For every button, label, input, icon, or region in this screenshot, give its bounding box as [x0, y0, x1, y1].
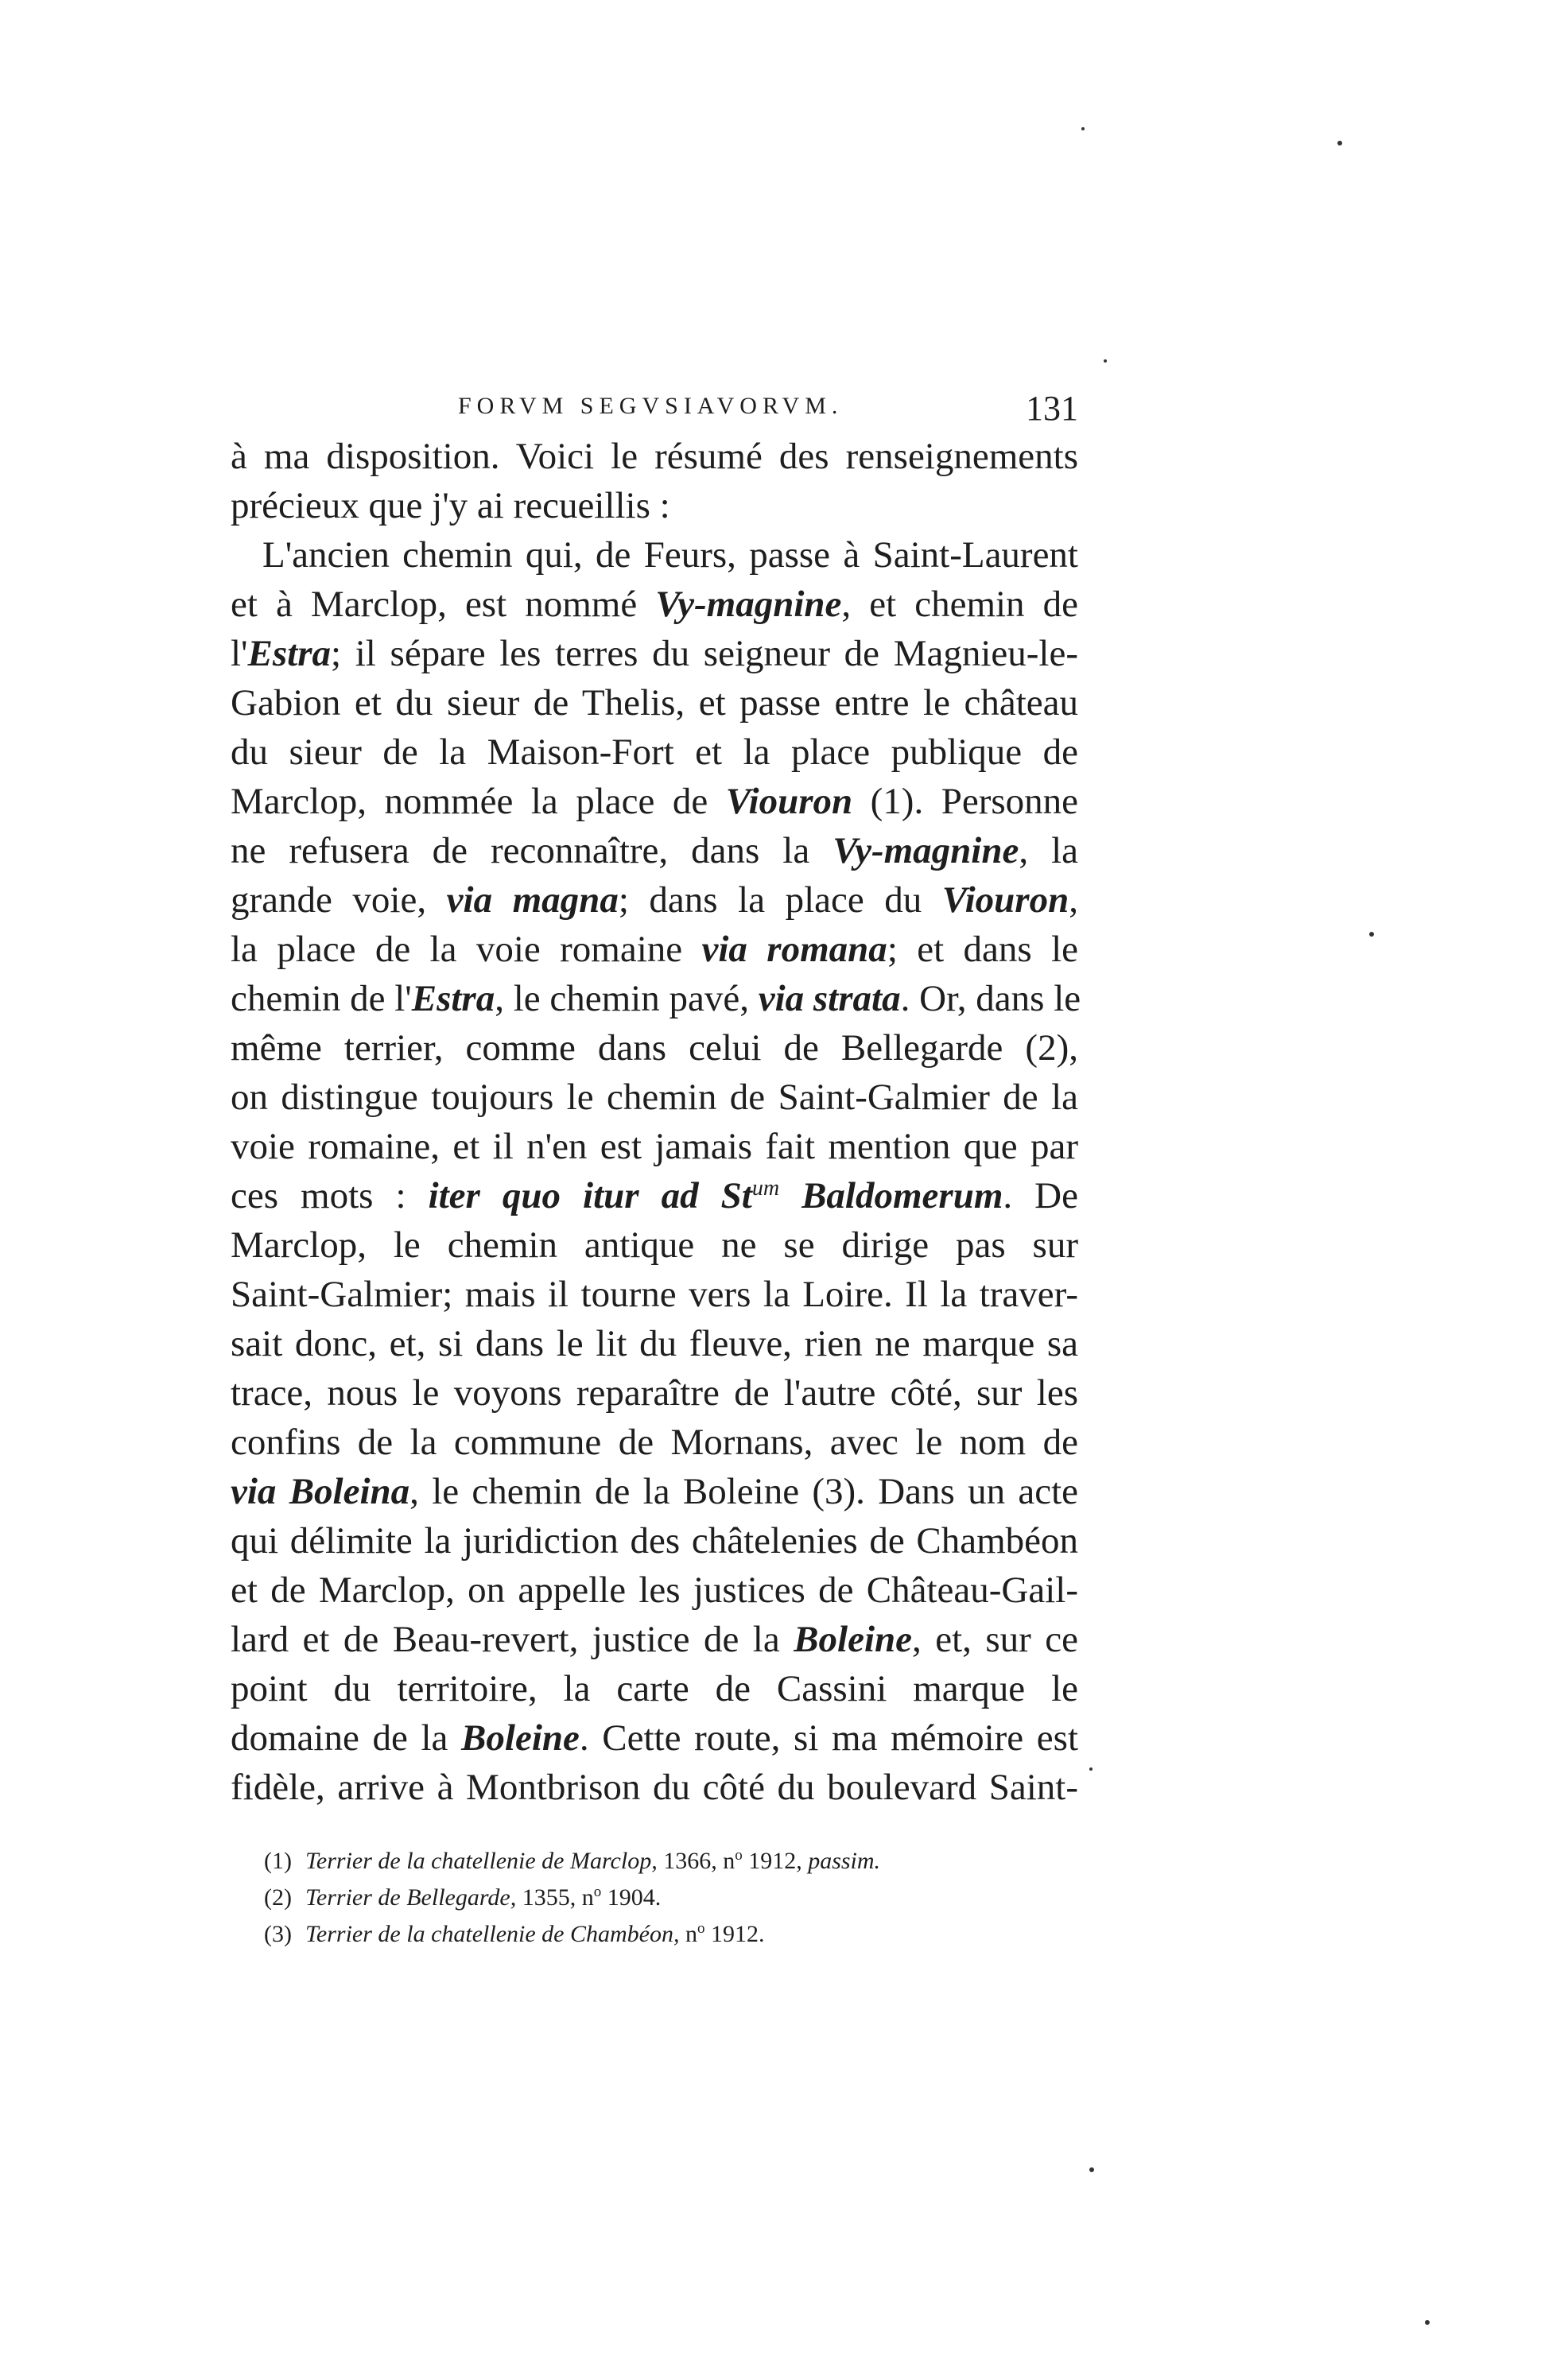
footnote-marker: (2)	[264, 1884, 292, 1911]
text-line	[231, 1171, 1078, 1220]
scan-speck	[1089, 1767, 1093, 1771]
text-segment: o	[593, 1884, 602, 1900]
text-line	[231, 678, 1078, 727]
footnote	[264, 1843, 1078, 1880]
italic-text-segment: via Boleina	[231, 1471, 410, 1512]
text-segment: chemin de l'	[231, 978, 412, 1019]
text-segment: l'	[231, 633, 248, 674]
text-line	[231, 1023, 1078, 1073]
text-line	[231, 1467, 1078, 1516]
italic-text-segment: Boleine	[794, 1619, 912, 1660]
text-segment: ; il sépare les terres du seigneur de Magnieu-le-	[331, 633, 1078, 674]
text-line	[231, 1615, 1078, 1664]
italic-text-segment: Viouron	[941, 879, 1069, 921]
text-segment: ne refusera de reconnaître, dans la	[231, 830, 833, 871]
italic-text-segment: Estra	[247, 633, 332, 674]
text-line	[231, 1122, 1078, 1171]
italic-text-segment: Boleine	[461, 1717, 580, 1759]
text-line	[231, 481, 1078, 530]
text-line	[231, 974, 1081, 1023]
scan-speck	[1081, 127, 1085, 130]
italic-text-segment: Terrier de la chatellenie de Marclop,	[305, 1848, 658, 1874]
text-line	[231, 826, 1078, 875]
text-segment: trace, nous le voyons reparaître de l'autre côté, sur les	[231, 1372, 1078, 1414]
text-segment: 1355, n	[516, 1884, 594, 1911]
italic-text-segment: Estra	[411, 978, 495, 1019]
italic-text-segment: Vy-magnine	[655, 584, 842, 625]
text-segment: (1). Personne	[852, 781, 1079, 822]
text-segment: Saint-Galmier; mais il tourne vers la Loire. Il la traver-	[231, 1274, 1078, 1315]
text-segment: , le chemin de la Boleine (3). Dans un acte	[409, 1471, 1078, 1512]
text-segment: sait donc, et, si dans le lit du fleuve, rien ne marque sa	[231, 1323, 1078, 1364]
text-line	[231, 777, 1078, 826]
scan-speck	[1369, 932, 1374, 937]
italic-text-segment: Vy-magnine	[833, 830, 1019, 871]
text-segment: lard et de Beau-revert, justice de la	[231, 1619, 794, 1660]
text-segment: qui délimite la juridiction des châtelenies de Chambéon	[231, 1520, 1078, 1562]
text-segment: , et chemin de	[841, 584, 1078, 625]
text-line	[231, 1713, 1078, 1763]
text-line	[231, 629, 1078, 678]
italic-text-segment: Baldomerum	[779, 1175, 1003, 1216]
footnote	[264, 1916, 1078, 1953]
italic-text-segment: via strata	[758, 978, 901, 1019]
text-line	[231, 1319, 1078, 1368]
text-segment: même terrier, comme dans celui de Bellegarde (2),	[231, 1027, 1078, 1069]
text-segment: ,	[1069, 879, 1078, 921]
text-segment: 1912,	[742, 1848, 809, 1874]
text-segment: ces mots :	[231, 1175, 429, 1216]
italic-text-segment: iter quo itur ad St	[428, 1175, 752, 1216]
text-segment: à ma disposition. Voici le résumé des renseignements	[231, 436, 1078, 477]
text-line	[231, 1220, 1078, 1270]
running-head	[231, 388, 1078, 436]
text-line	[231, 1368, 1078, 1418]
italic-text-segment: passim.	[808, 1848, 881, 1874]
scan-speck	[1089, 2167, 1094, 2172]
text-line	[231, 1763, 1078, 1812]
text-line	[231, 875, 1078, 925]
text-segment: point du territoire, la carte de Cassini marque le	[231, 1668, 1078, 1709]
italic-text-segment: Terrier de Bellegarde,	[305, 1884, 517, 1911]
text-line	[231, 432, 1078, 481]
running-title: FORVM SEGVSIAVORVM.	[458, 393, 844, 419]
text-segment: la place de la voie romaine	[231, 929, 702, 970]
body-text	[231, 432, 1081, 1812]
text-segment: Gabion et du sieur de Thelis, et passe entre le château	[231, 682, 1078, 724]
text-line	[231, 1516, 1078, 1566]
text-segment: o	[697, 1920, 705, 1937]
text-segment: précieux que j'y ai recueillis :	[231, 485, 670, 526]
text-line	[231, 1418, 1078, 1467]
text-segment: L'ancien chemin qui, de Feurs, passe à Saint-Laurent	[262, 534, 1078, 576]
text-segment: 1366, n	[657, 1848, 735, 1874]
text-segment: et à Marclop, est nommé	[231, 584, 656, 625]
text-segment: fidèle, arrive à Montbrison du côté du boulevard Saint-	[231, 1767, 1078, 1808]
text-segment: . Cette route, si ma mémoire est	[579, 1717, 1078, 1759]
text-line	[231, 727, 1078, 777]
text-line	[231, 580, 1078, 629]
text-segment: Marclop, le chemin antique ne se dirige pas sur	[231, 1224, 1078, 1266]
text-line	[231, 1566, 1078, 1615]
text-segment: . Or, dans le	[900, 978, 1081, 1019]
text-line	[231, 925, 1078, 974]
italic-text-segment: Viouron	[725, 781, 853, 822]
text-line	[231, 1073, 1078, 1122]
text-segment: n	[679, 1921, 697, 1947]
scan-speck	[1104, 359, 1107, 363]
text-segment: voie romaine, et il n'en est jamais fait mention que par	[231, 1126, 1078, 1167]
italic-text-segment: via romana	[701, 929, 887, 970]
text-segment: o	[735, 1847, 743, 1864]
footnotes	[264, 1843, 1078, 1953]
text-segment: , la	[1019, 830, 1079, 871]
text-segment: Marclop, nommée la place de	[231, 781, 726, 822]
italic-text-segment: via magna	[446, 879, 619, 921]
text-line	[231, 1664, 1078, 1713]
text-segment: 1904.	[601, 1884, 662, 1911]
text-segment: ; et dans le	[887, 929, 1078, 970]
footnote	[264, 1880, 1078, 1916]
text-segment: du sieur de la Maison-Fort et la place publique de	[231, 731, 1078, 773]
footnote-marker: (3)	[264, 1921, 292, 1947]
text-segment: , et, sur ce	[912, 1619, 1078, 1660]
page-number: 131	[1026, 389, 1078, 428]
italic-text-segment: Terrier de la chatellenie de Chambéon,	[305, 1921, 680, 1947]
text-segment: ; dans la place du	[618, 879, 942, 921]
text-segment: 1912.	[704, 1921, 765, 1947]
scan-speck	[1425, 2320, 1430, 2325]
text-segment: et de Marclop, on appelle les justices de Château-Gail-	[231, 1569, 1078, 1611]
text-segment: grande voie,	[231, 879, 447, 921]
text-segment: domaine de la	[231, 1717, 462, 1759]
text-segment: confins de la commune de Mornans, avec le nom de	[231, 1422, 1078, 1463]
footnote-marker: (1)	[264, 1848, 292, 1874]
text-segment: , le chemin pavé,	[495, 978, 759, 1019]
text-line	[231, 1270, 1078, 1319]
text-line	[231, 530, 1078, 580]
text-segment: on distingue toujours le chemin de Saint-Galmier de la	[231, 1077, 1078, 1118]
italic-text-segment: um	[751, 1176, 780, 1201]
scan-speck	[1337, 141, 1342, 145]
text-segment: . De	[1003, 1175, 1078, 1216]
